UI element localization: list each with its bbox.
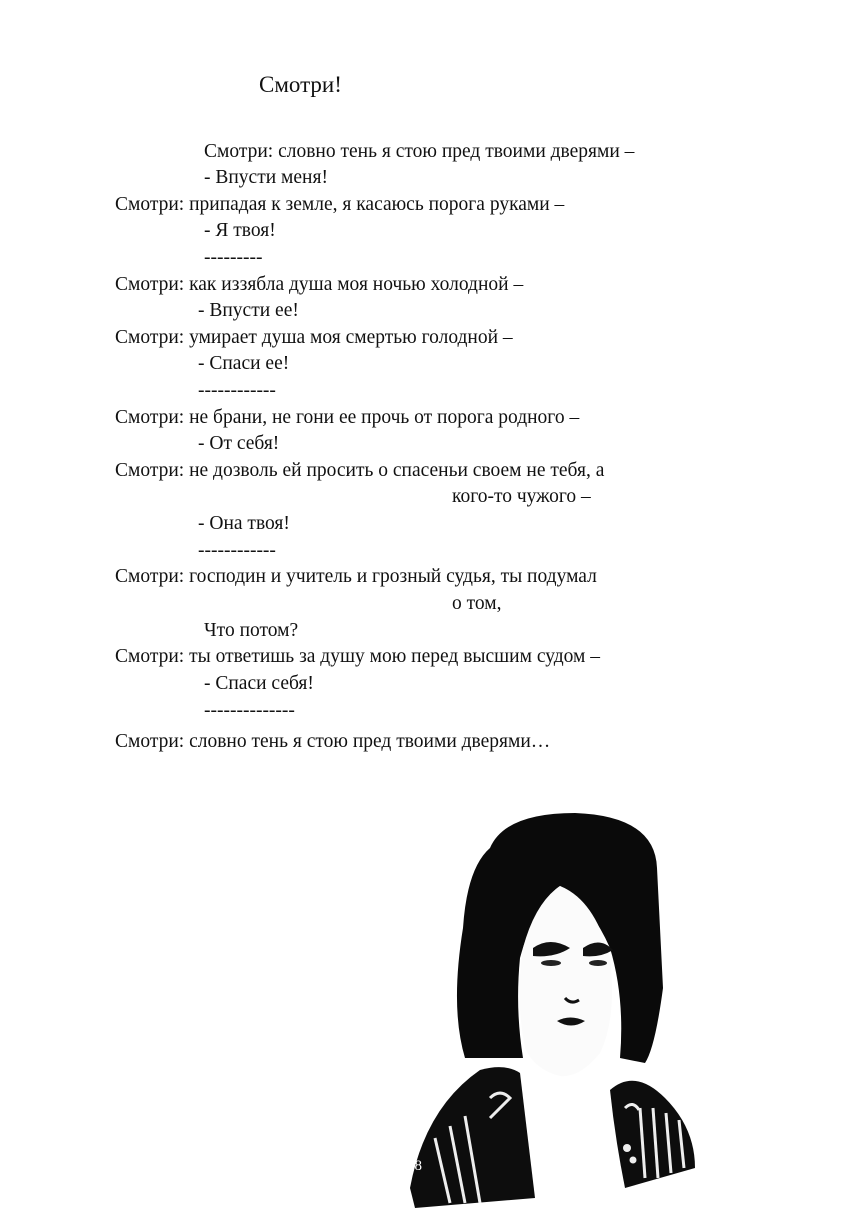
poem-line: Смотри: как иззябла душа моя ночью холодной –	[115, 274, 524, 295]
poem-line: Смотри: умирает душа моя смертью голодной –	[115, 327, 513, 348]
portrait-illustration-icon	[395, 808, 715, 1225]
poem-line: о том,	[452, 593, 502, 614]
poem-line: ------------	[198, 540, 276, 561]
poem-line: - Впусти меня!	[204, 167, 328, 188]
poem-line: Смотри: словно тень я стою пред твоими дверями…	[115, 731, 551, 752]
poem-line: - Я твоя!	[204, 220, 276, 241]
poem-line: - Она твоя!	[198, 513, 290, 534]
poem-line: --------------	[204, 700, 295, 721]
poem-line: Смотри: ты ответишь за душу мою перед высшим судом –	[115, 646, 601, 667]
poem-line: Что потом?	[204, 620, 299, 641]
poem-line: - Впусти ее!	[198, 300, 299, 321]
poem-line: Смотри: словно тень я стою пред твоими дверями –	[204, 141, 635, 162]
poem-line: - Спаси себя!	[204, 673, 314, 694]
poem-line: - Спаси ее!	[198, 353, 290, 374]
page-number: 38	[407, 1158, 422, 1174]
poem-line: Смотри: не дозволь ей просить о спасеньи своем не тебя, а	[115, 460, 605, 481]
poem-line: Смотри: припадая к земле, я касаюсь порога руками –	[115, 194, 565, 215]
poem-line: ---------	[204, 247, 263, 268]
poem-line: - От себя!	[198, 433, 280, 454]
poem-title: Смотри!	[259, 72, 342, 97]
poem-line: кого-то чужого –	[452, 486, 591, 507]
poem-line: Смотри: не брани, не гони ее прочь от порога родного –	[115, 407, 580, 428]
poem-line: Смотри: господин и учитель и грозный судья, ты подумал	[115, 566, 597, 587]
poem-line: ------------	[198, 380, 276, 401]
